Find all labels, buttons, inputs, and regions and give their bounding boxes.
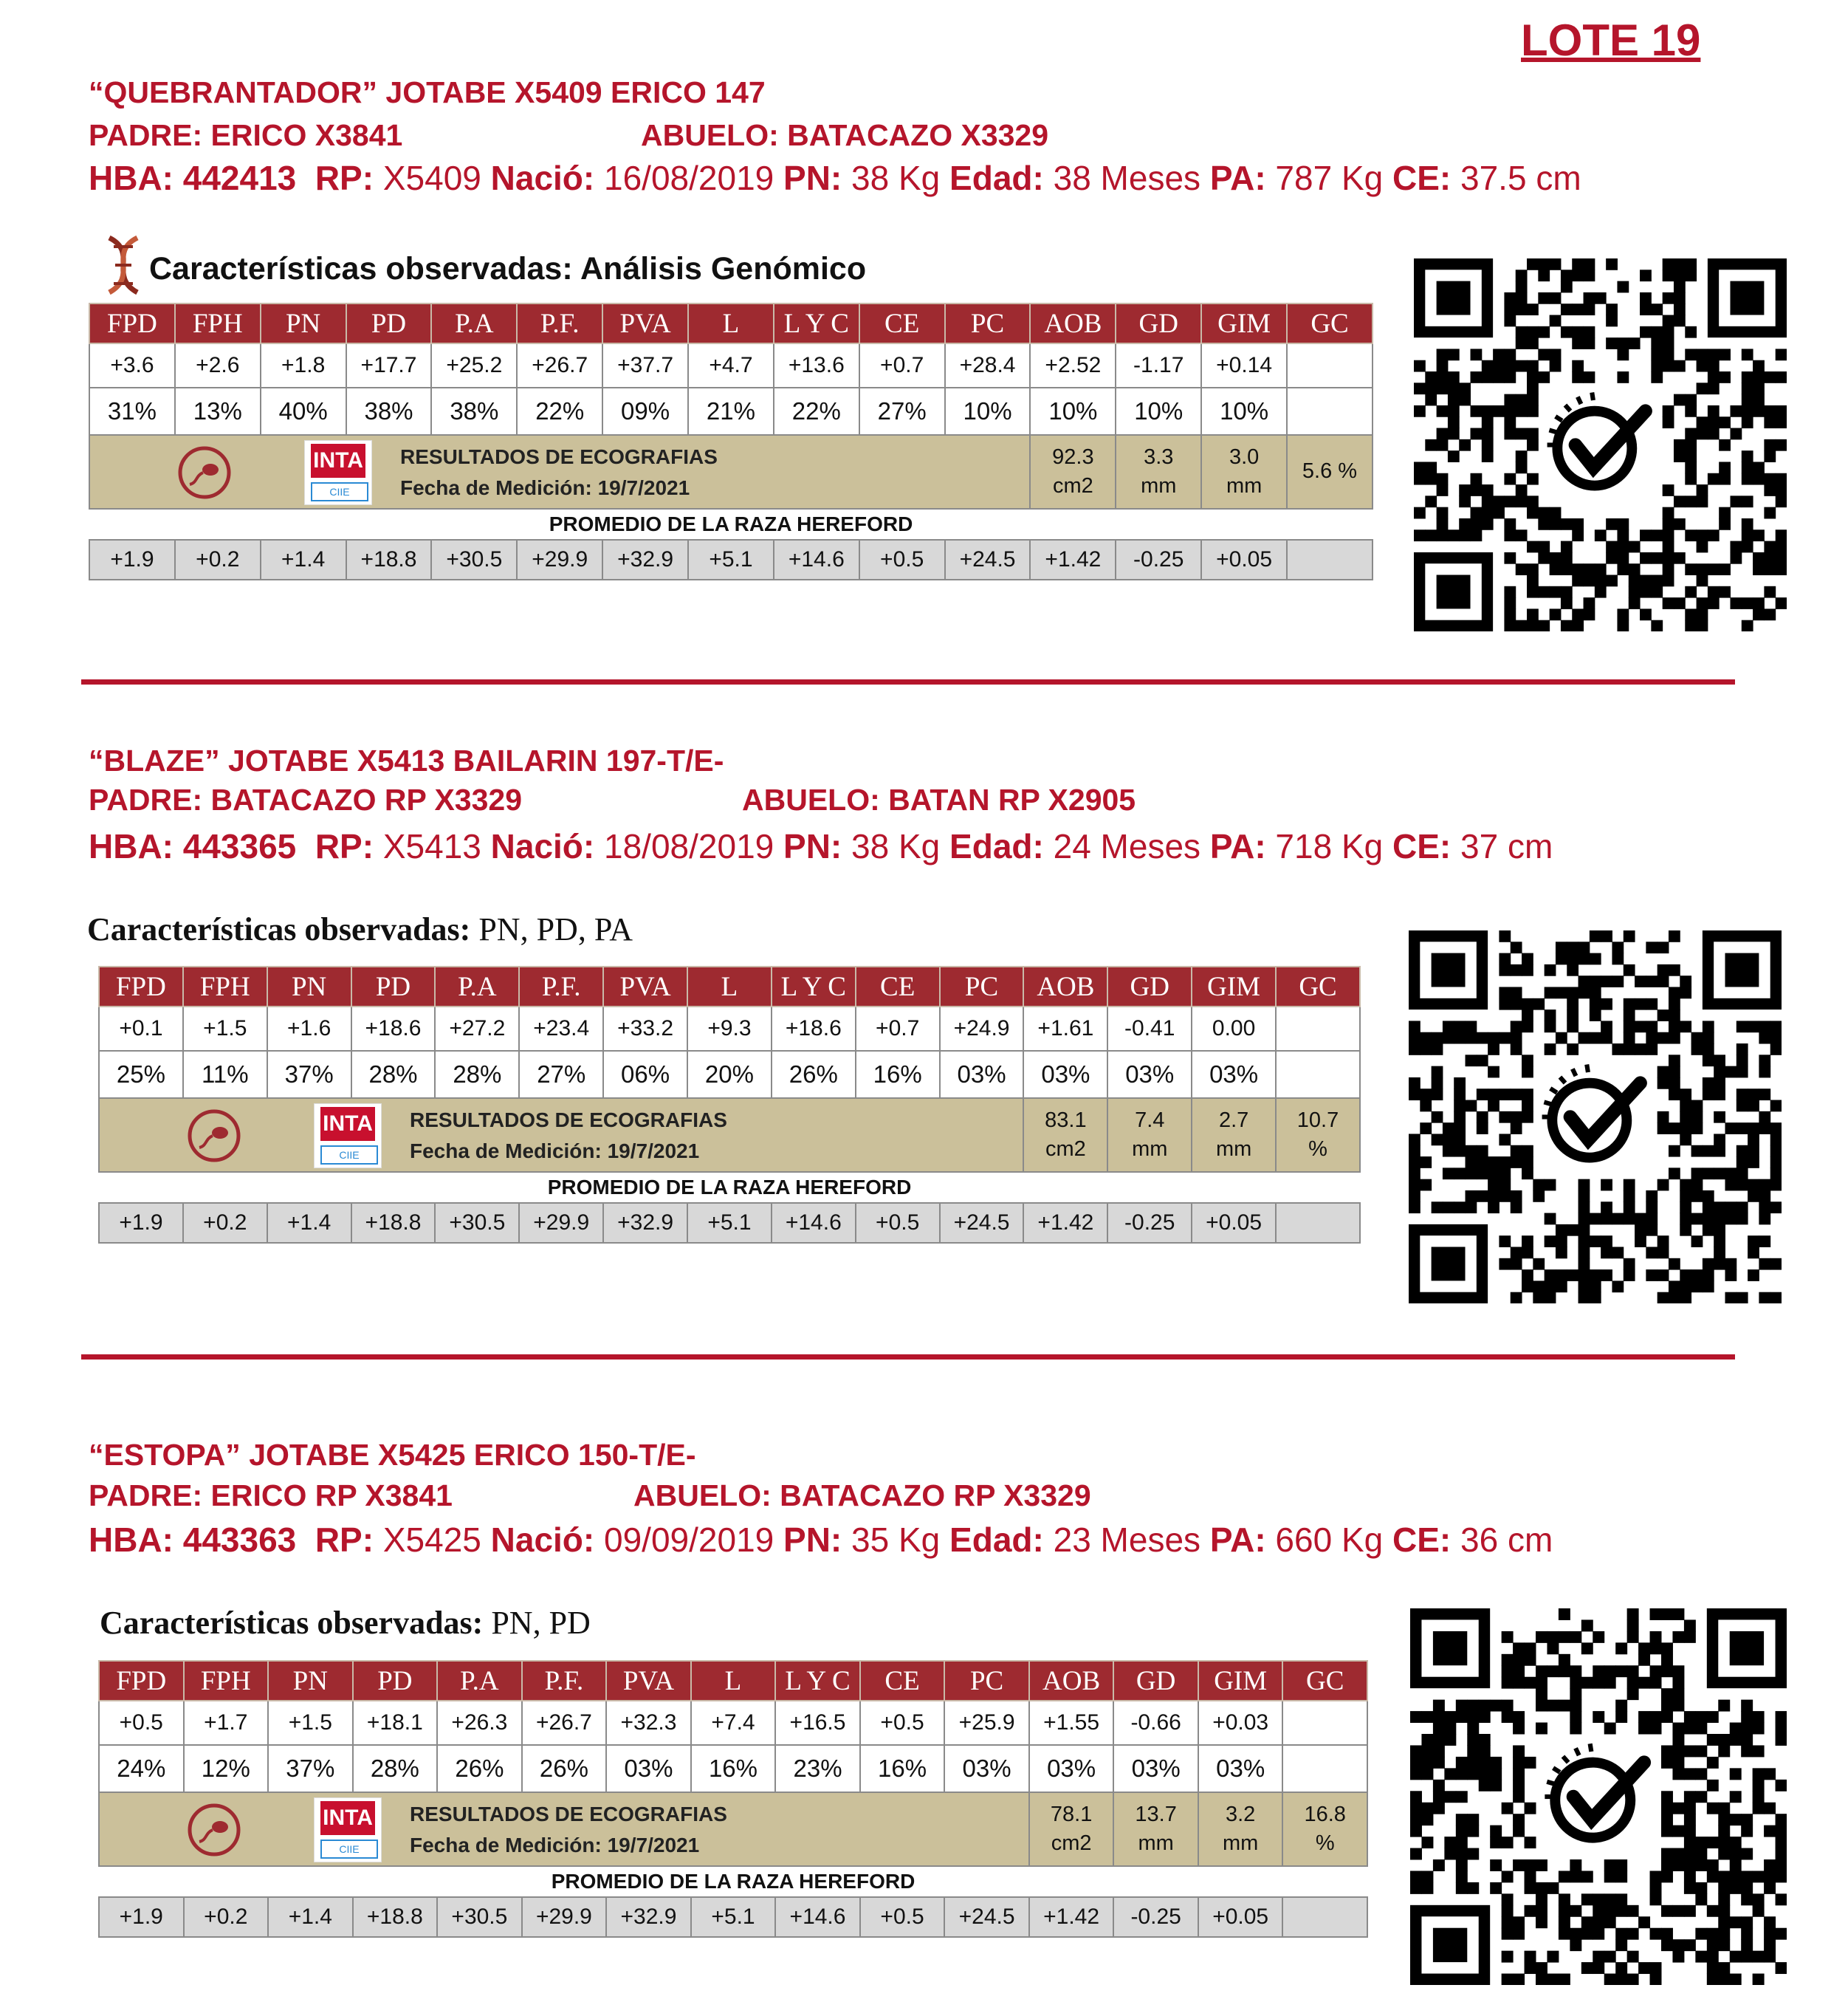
header-row-cell: P.F. (522, 1661, 607, 1701)
promedio-row-cell: +1.42 (1030, 540, 1116, 580)
promedio-row-cell: +29.9 (517, 540, 602, 580)
precision-row-cell: 37% (268, 1745, 353, 1792)
promedio-title: PROMEDIO DE LA RAZA HEREFORD (89, 509, 1373, 540)
lot-number: LOTE 19 (1521, 16, 1701, 65)
ecography-value: 2.7 mm (1192, 1098, 1276, 1172)
header-row-cell: FPH (175, 304, 261, 343)
ecography-value: 13.7 mm (1113, 1792, 1198, 1866)
precision-row-cell: 28% (351, 1051, 436, 1098)
precision-row-cell: 27% (859, 388, 945, 435)
epd-values-row-cell (1287, 343, 1373, 388)
epd-values-row (99, 1701, 1367, 1745)
precision-row-cell: 28% (435, 1051, 519, 1098)
precision-row-cell: 11% (183, 1051, 267, 1098)
promedio-row-cell: +30.5 (437, 1897, 522, 1937)
header-row-cell: FPH (183, 967, 267, 1007)
abuelo-line: ABUELO: BATACAZO X3329 (641, 118, 1049, 152)
precision-row-cell: 03% (606, 1745, 691, 1792)
observed-traits: Características observadas: Análisis Genómico (149, 251, 867, 287)
epd-values-row-cell: +4.7 (688, 343, 774, 388)
header-row-cell: PC (945, 304, 1031, 343)
header-row-cell: AOB (1023, 967, 1107, 1007)
precision-row (89, 388, 1373, 435)
header-row-cell: P.A (431, 304, 517, 343)
precision-row-cell: 03% (1113, 1745, 1198, 1792)
ecography-value: 3.2 mm (1198, 1792, 1283, 1866)
promedio-row-cell: +5.1 (691, 1897, 776, 1937)
header-row-cell: PVA (602, 304, 688, 343)
precision-row-cell (1282, 1745, 1367, 1792)
promedio-row (99, 1897, 1367, 1937)
section-separator (81, 1354, 1735, 1360)
ecography-value: 10.7 % (1276, 1098, 1360, 1172)
epd-values-row-cell: +27.2 (435, 1007, 519, 1051)
header-row-cell: GD (1116, 304, 1201, 343)
header-row-cell: PN (261, 304, 346, 343)
precision-row-cell: 26% (522, 1745, 607, 1792)
header-row-cell: PVA (606, 1661, 691, 1701)
header-row-cell: GIM (1201, 304, 1287, 343)
precision-row-cell: 40% (261, 388, 346, 435)
epd-values-row-cell: +7.4 (691, 1701, 776, 1745)
ecography-title: RESULTADOS DE ECOGRAFIAS (400, 445, 718, 468)
animal-name: “ESTOPA” JOTABE X5425 ERICO 150-T/E- (89, 1438, 696, 1472)
check-logo-icon (1542, 1740, 1656, 1854)
promedio-row (89, 540, 1373, 580)
promedio-title-row (89, 509, 1373, 540)
registry-line: HBA: 443365 RP: X5413 Nació: 18/08/2019 PN: 38 Kg Edad: 24 Meses PA: 718 Kg CE: 37 cm (89, 827, 1553, 865)
promedio-title-row (99, 1172, 1360, 1203)
promedio-row-cell: +0.05 (1198, 1897, 1283, 1937)
observed-traits: Características observadas: PN, PD (100, 1605, 591, 1641)
precision-row (99, 1745, 1367, 1792)
epd-values-row (89, 343, 1373, 388)
precision-row-cell: 13% (175, 388, 261, 435)
promedio-row-cell: +24.5 (945, 540, 1031, 580)
qr-code[interactable] (1414, 258, 1787, 631)
epd-values-row-cell: +16.5 (775, 1701, 860, 1745)
precision-row-cell: 25% (99, 1051, 183, 1098)
header-row-cell: CE (860, 1661, 945, 1701)
section-separator (81, 679, 1735, 685)
check-logo-icon (1544, 388, 1657, 501)
header-row-cell: PN (267, 967, 351, 1007)
promedio-row-cell: +1.4 (261, 540, 346, 580)
check-logo-icon (1539, 1060, 1652, 1173)
header-row-cell: FPH (184, 1661, 269, 1701)
header-row-cell: GC (1282, 1661, 1367, 1701)
epd-table (98, 1660, 1368, 1938)
ecography-value: 3.3 mm (1116, 435, 1201, 509)
header-row-cell: GIM (1198, 1661, 1283, 1701)
promedio-row-cell: +0.5 (856, 1203, 940, 1243)
promedio-row-cell (1276, 1203, 1360, 1243)
ecography-value: 83.1 cm2 (1023, 1098, 1107, 1172)
promedio-row-cell: +0.05 (1201, 540, 1287, 580)
precision-row-cell: 10% (1116, 388, 1201, 435)
precision-row-cell: 10% (1201, 388, 1287, 435)
epd-values-row-cell: +1.55 (1029, 1701, 1114, 1745)
promedio-row-cell: +32.9 (603, 1203, 687, 1243)
ecography-title: RESULTADOS DE ECOGRAFIAS (410, 1108, 727, 1131)
promedio-row-cell: +18.8 (351, 1203, 436, 1243)
precision-row (99, 1051, 1360, 1098)
precision-row-cell (1276, 1051, 1360, 1098)
promedio-row-cell: +18.8 (346, 540, 432, 580)
epd-values-row-cell: +1.7 (184, 1701, 269, 1745)
header-row (99, 967, 1360, 1007)
precision-row-cell: 27% (519, 1051, 603, 1098)
precision-row-cell: 24% (99, 1745, 184, 1792)
animal-name: “BLAZE” JOTABE X5413 BAILARIN 197-T/E- (89, 744, 724, 778)
promedio-row-cell (1287, 540, 1373, 580)
promedio-row-cell: +14.6 (775, 1897, 860, 1937)
padre-line: PADRE: BATACAZO RP X3329 (89, 783, 523, 817)
epd-values-row-cell: +32.3 (606, 1701, 691, 1745)
measurement-date: Fecha de Medición: 19/7/2021 (400, 476, 690, 499)
promedio-row-cell: -0.25 (1107, 1203, 1192, 1243)
epd-values-row-cell: +13.6 (774, 343, 859, 388)
precision-row-cell: 20% (687, 1051, 772, 1098)
header-row-cell: PVA (603, 967, 687, 1007)
promedio-row-cell: +1.4 (268, 1897, 353, 1937)
epd-values-row-cell (1276, 1007, 1360, 1051)
precision-row-cell: 28% (353, 1745, 438, 1792)
epd-values-row-cell: +1.8 (261, 343, 346, 388)
precision-row-cell: 03% (940, 1051, 1024, 1098)
promedio-row-cell: +32.9 (602, 540, 688, 580)
promedio-row-cell: -0.25 (1113, 1897, 1198, 1937)
ecography-info (99, 1792, 1029, 1866)
header-row-cell: PN (268, 1661, 353, 1701)
epd-values-row-cell: +18.6 (772, 1007, 856, 1051)
header-row-cell: L (688, 304, 774, 343)
epd-values-row-cell: +1.61 (1023, 1007, 1107, 1051)
epd-values-row-cell (1282, 1701, 1367, 1745)
promedio-row-cell: +0.5 (859, 540, 945, 580)
precision-row-cell: 09% (602, 388, 688, 435)
epd-values-row-cell: +0.5 (860, 1701, 945, 1745)
sperm-icon (185, 1800, 244, 1859)
inta-logo: INTA CIIE (314, 1797, 382, 1862)
precision-row-cell: 03% (1023, 1051, 1107, 1098)
promedio-row-cell: +18.8 (353, 1897, 438, 1937)
ecography-row (99, 1098, 1360, 1172)
promedio-row-cell: +24.5 (944, 1897, 1029, 1937)
epd-values-row-cell: -1.17 (1116, 343, 1201, 388)
promedio-title: PROMEDIO DE LA RAZA HEREFORD (99, 1172, 1360, 1203)
epd-values-row-cell: +0.1 (99, 1007, 183, 1051)
precision-row-cell (1287, 388, 1373, 435)
promedio-row-cell: +5.1 (687, 1203, 772, 1243)
header-row-cell: L Y C (774, 304, 859, 343)
epd-values-row-cell: -0.41 (1107, 1007, 1192, 1051)
sperm-icon (185, 1106, 244, 1165)
ecography-value: 78.1 cm2 (1029, 1792, 1114, 1866)
precision-row-cell: 03% (1192, 1051, 1276, 1098)
epd-values-row-cell: +3.6 (89, 343, 175, 388)
header-row-cell: FPD (89, 304, 175, 343)
header-row-cell: FPD (99, 967, 183, 1007)
header-row-cell: AOB (1030, 304, 1116, 343)
promedio-row-cell: +14.6 (772, 1203, 856, 1243)
promedio-row-cell (1282, 1897, 1367, 1937)
ecography-value: 3.0 mm (1201, 435, 1287, 509)
epd-values-row-cell: +33.2 (603, 1007, 687, 1051)
precision-row-cell: 38% (346, 388, 432, 435)
epd-values-row-cell: +18.1 (353, 1701, 438, 1745)
epd-values-row-cell: +0.7 (859, 343, 945, 388)
ecography-info (99, 1098, 1023, 1172)
ecography-row (89, 435, 1373, 509)
header-row-cell: CE (859, 304, 945, 343)
header-row-cell: GC (1287, 304, 1373, 343)
header-row-cell: P.F. (517, 304, 602, 343)
ecography-title: RESULTADOS DE ECOGRAFIAS (410, 1803, 727, 1825)
epd-values-row-cell: +26.7 (522, 1701, 607, 1745)
epd-values-row-cell: +0.14 (1201, 343, 1287, 388)
promedio-row-cell: +32.9 (606, 1897, 691, 1937)
header-row (89, 304, 1373, 343)
registry-line: HBA: 443363 RP: X5425 Nació: 09/09/2019 PN: 35 Kg Edad: 23 Meses PA: 660 Kg CE: 36 cm (89, 1520, 1553, 1559)
animal-name: “QUEBRANTADOR” JOTABE X5409 ERICO 147 (89, 75, 766, 109)
header-row-cell: L (687, 967, 772, 1007)
precision-row-cell: 16% (856, 1051, 940, 1098)
promedio-row-cell: -0.25 (1116, 540, 1201, 580)
header-row (99, 1661, 1367, 1701)
promedio-row-cell: +29.9 (519, 1203, 603, 1243)
header-row-cell: P.F. (519, 967, 603, 1007)
precision-row-cell: 21% (688, 388, 774, 435)
inta-logo: INTA CIIE (304, 440, 372, 505)
epd-values-row-cell: +0.5 (99, 1701, 184, 1745)
precision-row-cell: 03% (1029, 1745, 1114, 1792)
qr-code[interactable] (1410, 1608, 1787, 1985)
inta-logo: INTA CIIE (314, 1103, 382, 1168)
epd-values-row-cell: +37.7 (602, 343, 688, 388)
sperm-icon (175, 443, 234, 502)
epd-table (98, 966, 1361, 1244)
header-row-cell: PD (346, 304, 432, 343)
header-row-cell: L (691, 1661, 776, 1701)
epd-values-row-cell: +1.6 (267, 1007, 351, 1051)
promedio-row-cell: +0.2 (183, 1203, 267, 1243)
header-row-cell: AOB (1029, 1661, 1114, 1701)
promedio-row-cell: +0.05 (1192, 1203, 1276, 1243)
promedio-row-cell: +1.9 (99, 1897, 184, 1937)
ecography-value: 5.6 % (1287, 435, 1373, 509)
header-row-cell: CE (856, 967, 940, 1007)
epd-values-row-cell: +1.5 (183, 1007, 267, 1051)
precision-row-cell: 10% (1030, 388, 1116, 435)
promedio-row-cell: +14.6 (774, 540, 859, 580)
epd-values-row-cell: +17.7 (346, 343, 432, 388)
header-row-cell: FPD (99, 1661, 184, 1701)
promedio-row-cell: +29.9 (522, 1897, 607, 1937)
header-row-cell: L Y C (772, 967, 856, 1007)
epd-values-row-cell: +26.7 (517, 343, 602, 388)
epd-values-row-cell: +24.9 (940, 1007, 1024, 1051)
header-row-cell: GC (1276, 967, 1360, 1007)
promedio-row-cell: +24.5 (940, 1203, 1024, 1243)
epd-values-row-cell: -0.66 (1113, 1701, 1198, 1745)
registry-line: HBA: 442413 RP: X5409 Nació: 16/08/2019 PN: 38 Kg Edad: 38 Meses PA: 787 Kg CE: 37.5 cm (89, 159, 1581, 197)
padre-line: PADRE: ERICO RP X3841 (89, 1478, 453, 1512)
promedio-title: PROMEDIO DE LA RAZA HEREFORD (99, 1866, 1367, 1897)
header-row-cell: PC (944, 1661, 1029, 1701)
dna-icon (102, 235, 145, 295)
promedio-row-cell: +0.5 (860, 1897, 945, 1937)
epd-values-row-cell: +23.4 (519, 1007, 603, 1051)
promedio-title-row (99, 1866, 1367, 1897)
precision-row-cell: 10% (945, 388, 1031, 435)
precision-row-cell: 03% (1107, 1051, 1192, 1098)
padre-line: PADRE: ERICO X3841 (89, 118, 403, 152)
promedio-row-cell: +0.2 (175, 540, 261, 580)
promedio-row-cell: +1.9 (89, 540, 175, 580)
promedio-row-cell: +1.42 (1023, 1203, 1107, 1243)
ecography-value: 16.8 % (1282, 1792, 1367, 1866)
ecography-row (99, 1792, 1367, 1866)
precision-row-cell: 16% (860, 1745, 945, 1792)
abuelo-line: ABUELO: BATAN RP X2905 (742, 783, 1136, 817)
epd-values-row-cell: +2.52 (1030, 343, 1116, 388)
epd-values-row (99, 1007, 1360, 1051)
precision-row-cell: 23% (775, 1745, 860, 1792)
promedio-row-cell: +5.1 (688, 540, 774, 580)
precision-row-cell: 37% (267, 1051, 351, 1098)
precision-row-cell: 06% (603, 1051, 687, 1098)
promedio-row-cell: +1.9 (99, 1203, 183, 1243)
abuelo-line: ABUELO: BATACAZO RP X3329 (633, 1478, 1091, 1512)
promedio-row-cell: +0.2 (184, 1897, 269, 1937)
header-row-cell: PD (353, 1661, 438, 1701)
ecography-value: 92.3 cm2 (1030, 435, 1116, 509)
precision-row-cell: 12% (184, 1745, 269, 1792)
precision-row-cell: 22% (774, 388, 859, 435)
epd-values-row-cell: +25.9 (944, 1701, 1029, 1745)
precision-row-cell: 16% (691, 1745, 776, 1792)
promedio-row-cell: +1.4 (267, 1203, 351, 1243)
promedio-row-cell: +1.42 (1029, 1897, 1114, 1937)
header-row-cell: GIM (1192, 967, 1276, 1007)
qr-code[interactable] (1409, 930, 1782, 1303)
precision-row-cell: 03% (944, 1745, 1029, 1792)
header-row-cell: P.A (435, 967, 519, 1007)
epd-table (89, 303, 1373, 580)
epd-values-row-cell: +26.3 (437, 1701, 522, 1745)
ecography-value: 7.4 mm (1107, 1098, 1192, 1172)
epd-values-row-cell: +18.6 (351, 1007, 436, 1051)
epd-values-row-cell: 0.00 (1192, 1007, 1276, 1051)
header-row-cell: GD (1107, 967, 1192, 1007)
promedio-row (99, 1203, 1360, 1243)
header-row-cell: L Y C (775, 1661, 860, 1701)
epd-values-row-cell: +0.03 (1198, 1701, 1283, 1745)
measurement-date: Fecha de Medición: 19/7/2021 (410, 1139, 700, 1162)
header-row-cell: P.A (437, 1661, 522, 1701)
precision-row-cell: 26% (772, 1051, 856, 1098)
precision-row-cell: 26% (437, 1745, 522, 1792)
observed-traits: Características observadas: PN, PD, PA (87, 911, 633, 947)
epd-values-row-cell: +25.2 (431, 343, 517, 388)
promedio-row-cell: +30.5 (435, 1203, 519, 1243)
epd-values-row-cell: +1.5 (268, 1701, 353, 1745)
promedio-row-cell: +30.5 (431, 540, 517, 580)
epd-values-row-cell: +28.4 (945, 343, 1031, 388)
measurement-date: Fecha de Medición: 19/7/2021 (410, 1834, 700, 1856)
header-row-cell: PC (940, 967, 1024, 1007)
header-row-cell: GD (1113, 1661, 1198, 1701)
precision-row-cell: 38% (431, 388, 517, 435)
precision-row-cell: 22% (517, 388, 602, 435)
epd-values-row-cell: +2.6 (175, 343, 261, 388)
ecography-info (89, 435, 1030, 509)
epd-values-row-cell: +0.7 (856, 1007, 940, 1051)
precision-row-cell: 31% (89, 388, 175, 435)
epd-values-row-cell: +9.3 (687, 1007, 772, 1051)
precision-row-cell: 03% (1198, 1745, 1283, 1792)
header-row-cell: PD (351, 967, 436, 1007)
